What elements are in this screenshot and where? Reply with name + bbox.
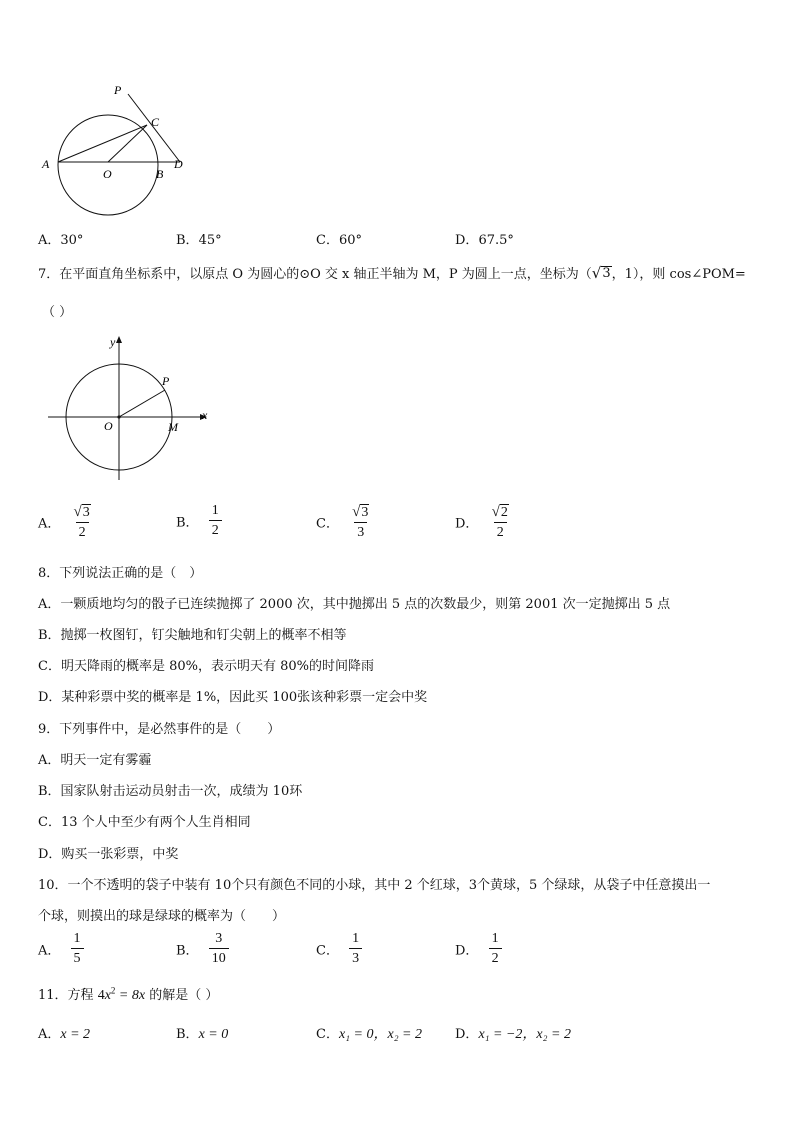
q11-option-b: B．x = 0 xyxy=(176,1027,229,1042)
label-x: x xyxy=(202,408,208,422)
q10-stem-line2: 个球，则摸出的球是绿球的概率为（ ） xyxy=(38,909,286,924)
q11-option-d: D．x₁ = −2，x₂ = 2 xyxy=(455,1027,571,1042)
q9-option-c: C．13 个人中至少有两个人生肖相同 xyxy=(38,815,251,830)
label-o: O xyxy=(104,419,113,433)
q11-option-c: C．x₁ = 0，x₂ = 2 xyxy=(316,1027,423,1042)
q8-option-d: D．某种彩票中奖的概率是 1%，因此买 100张该种彩票一定会中奖 xyxy=(38,690,428,705)
y-axis-arrow xyxy=(116,336,122,343)
q10-stem-line1: 10．一个不透明的袋子中装有 10个只有颜色不同的小球，其中 2 个红球，3个黄球，5 个绿球，从袋子中任意摸出一 xyxy=(38,878,711,893)
q7-option-b: B． $\frac{1}{2}$ xyxy=(176,504,222,538)
fraction: $\frac{3}{10}$ xyxy=(209,932,229,966)
fraction: $\frac{1}{2}$ xyxy=(489,932,502,966)
label-a: A xyxy=(42,157,50,171)
label-y: y xyxy=(110,335,116,349)
q7-option-a: A． √ 3 2 xyxy=(38,504,94,540)
radius-o-c xyxy=(108,125,147,162)
q6-option-b: B．45° xyxy=(176,233,222,248)
label-p: P xyxy=(162,374,170,388)
q6-option-c: C．60° xyxy=(316,233,362,248)
q7-option-c: C． √ 3 3 xyxy=(316,504,372,540)
q9-stem: 9．下列事件中，是必然事件的是（ ） xyxy=(38,722,281,737)
label-c: C xyxy=(151,115,160,129)
equation: $4x^2 = 8x$ xyxy=(97,985,146,1003)
circle-tangent-figure xyxy=(36,78,196,218)
q6-option-a: A．30° xyxy=(38,233,84,248)
fraction: $\frac{1}{2}$ xyxy=(209,504,222,538)
q11-stem: 11．方程 $4x^2 = 8x$ 的解是（ ） xyxy=(38,985,219,1003)
q7-stem: 7．在平面直角坐标系中，以原点 O 为圆心的⊙O 交 x 轴正半轴为 M，P 为圆上一点，坐标为（ √ 3 ，1），则 cos∠POM= xyxy=(38,264,746,282)
circle-o xyxy=(58,115,158,215)
label-o: O xyxy=(103,167,112,181)
label-b: B xyxy=(156,167,164,181)
fraction: √ 2 2 xyxy=(491,504,508,541)
q8-stem: 8．下列说法正确的是（ ） xyxy=(38,566,203,581)
q9-option-d: D．购买一张彩票，中奖 xyxy=(38,847,179,862)
sqrt-3: √ 3 xyxy=(591,264,611,282)
coordinate-circle-figure xyxy=(44,334,214,482)
fraction: $\frac{1}{3}$ xyxy=(349,932,362,966)
q10-option-b: B． $\frac{3}{10}$ xyxy=(176,932,229,966)
q7-option-d: D． √ 2 2 xyxy=(455,504,512,540)
q10-option-a: A． $\frac{1}{5}$ xyxy=(38,932,84,966)
fraction: $\frac{1}{5}$ xyxy=(71,932,84,966)
q9-option-a: A．明天一定有雾霾 xyxy=(38,753,152,768)
q10-option-c: C． $\frac{1}{3}$ xyxy=(316,932,362,966)
label-d: D xyxy=(174,157,183,171)
radius-o-p xyxy=(119,390,165,417)
q8-option-c: C．明天降雨的概率是 80%，表示明天有 80%的时间降雨 xyxy=(38,659,375,674)
q11-option-a: A．x = 2 xyxy=(38,1027,91,1042)
q10-option-d: D． $\frac{1}{2}$ xyxy=(455,932,502,966)
label-p: P xyxy=(114,83,122,97)
q6-option-d: D．67.5° xyxy=(455,233,514,248)
q8-option-a: A．一颗质地均匀的骰子已连续抛掷了 2000 次，其中抛掷出 5 点的次数最少，则第 2001 次一定抛掷出 5 点 xyxy=(38,597,671,612)
q7-blank: （ ） xyxy=(42,305,73,320)
label-m: M xyxy=(168,420,178,434)
q8-option-b: B．抛掷一枚图钉，钉尖触地和钉尖朝上的概率不相等 xyxy=(38,628,347,643)
fraction: √ 3 3 xyxy=(352,504,369,541)
fraction: √ 3 2 xyxy=(73,504,90,541)
origin-dot xyxy=(117,415,120,418)
q9-option-b: B．国家队射击运动员射击一次，成绩为 10环 xyxy=(38,784,303,799)
